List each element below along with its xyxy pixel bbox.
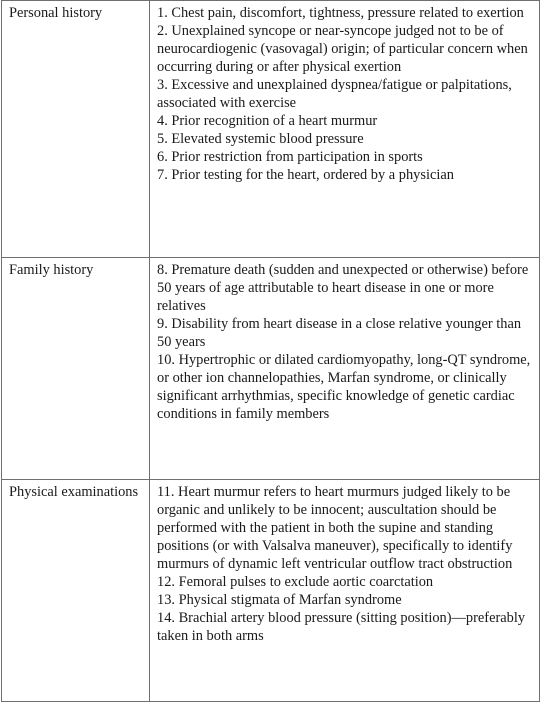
table-row-physical-examinations <box>2 480 540 702</box>
items-cell <box>150 480 540 702</box>
list-item: 7. Prior testing for the heart, ordered by a physician <box>157 167 454 183</box>
table-row-family-history <box>2 258 540 480</box>
list-item: 10. Hypertrophic or dilated cardiomyopathy, long-QT syndrome, or other ion channelopathies, Marfan syndrome, or clinically significant arrhythmias, specific knowledge of genetic cardiac conditions in family members <box>157 352 531 422</box>
screening-table <box>1 0 540 702</box>
list-item: 8. Premature death (sudden and unexpected or otherwise) before 50 years of age attributable to heart disease in one or more relatives <box>157 262 529 314</box>
list-item: 1. Chest pain, discomfort, tightness, pressure related to exertion <box>157 5 524 21</box>
list-item: 6. Prior restriction from participation in sports <box>157 149 423 165</box>
list-item: 2. Unexplained syncope or near-syncope judged not to be of neurocardiogenic (vasovagal) origin; of particular concern when occurring during or after physical exertion <box>157 23 528 75</box>
category-cell <box>2 1 150 258</box>
category-cell <box>2 480 150 702</box>
list-item: 14. Brachial artery blood pressure (sitting position)—preferably taken in both arms <box>157 610 526 644</box>
list-item: 3. Excessive and unexplained dyspnea/fatigue or palpitations, associated with exercise <box>157 77 512 111</box>
category-label: Personal history <box>9 5 103 21</box>
category-cell <box>2 258 150 480</box>
list-item: 4. Prior recognition of a heart murmur <box>157 113 378 129</box>
category-label: Physical examinations <box>9 484 139 500</box>
items-cell <box>150 258 540 480</box>
items-cell <box>150 1 540 258</box>
list-item: 13. Physical stigmata of Marfan syndrome <box>157 592 402 608</box>
category-label: Family history <box>9 262 94 278</box>
list-item: 12. Femoral pulses to exclude aortic coarctation <box>157 574 434 590</box>
list-item: 5. Elevated systemic blood pressure <box>157 131 364 147</box>
table-row-personal-history <box>2 1 540 258</box>
list-item: 11. Heart murmur refers to heart murmurs judged likely to be organic and unlikely to be innocent; auscultation should be performed with the patient in both the supine and standing positions (or with Valsalva maneuver), specifically to identify murmurs of dynamic left ventricular outflow tract obstruction <box>157 484 513 572</box>
list-item: 9. Disability from heart disease in a close relative younger than 50 years <box>157 316 522 350</box>
